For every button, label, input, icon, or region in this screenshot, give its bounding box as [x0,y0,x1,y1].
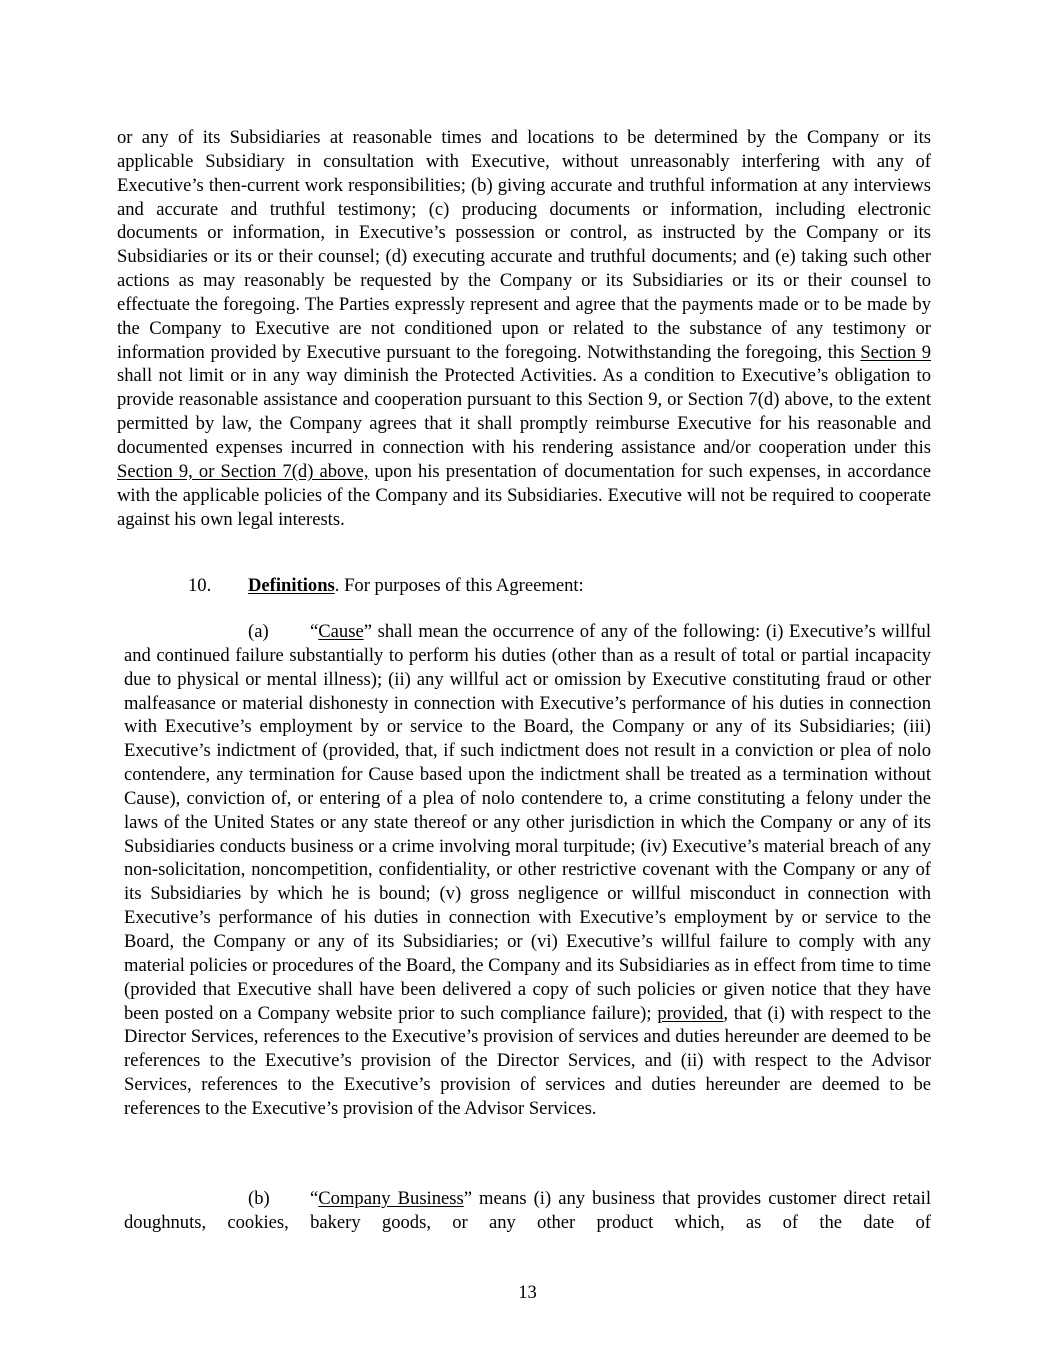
definition-company-business-paragraph [124,1187,931,1235]
text-segment: ” means (i) any business that provides customer direct retail doughnuts, cookies, bakery goods, or any other product which, as of the date of [124,1188,931,1233]
defined-term-cause: Cause [318,621,364,642]
definition-cause-paragraph [124,620,931,1121]
text-segment: or any of its Subsidiaries at reasonable times and locations to be determined by the Company or its applicable Subsidiary in consultation with Executive, without unreasonably interfering with any of Executive’s then-current work responsibilities; (b) giving accurate and truthful information at any interviews and accurate and truthful testimony; (c) producing documents or information, including electronic documents or information, in Executive’s possession or control, as instructed by the Company or its Subsidiaries or its or their counsel; (d) executing accurate and truthful documents; and (e) taking such other actions as may reasonably be requested by the Company or its Subsidiaries or its or their counsel to effectuate the foregoing. The Parties expressly represent and agree that the payments made or to be made by the Company to Executive are not conditioned upon or related to the substance of any testimony or information provided by Executive pursuant to the foregoing. Notwithstanding the foregoing, this [117,127,931,363]
section-title: Definitions [248,575,335,596]
section-number: 10. [188,575,212,596]
text-segment: shall not limit or in any way diminish the Protected Activities. As a condition to Executive’s obligation to provide reasonable assistance and cooperation pursuant to this Section 9, or Section 7(d) above, to the extent permitted by law, the Company agrees that it shall promptly reimburse Executive for his reasonable and documented expenses incurred in connection with his rendering assistance and/or cooperation under this [117,365,931,458]
section-9-reference: Section 9 [860,341,932,363]
defined-term-company-business: Company Business [318,1188,464,1209]
open-quote: “ [310,1188,319,1209]
text-segment: , that (i) with respect to the Director Services, references to the Executive’s provision of services and duties hereunder are deemed to be references to the Executive’s provision of the Director Services, and (ii) with respect to the Advisor Services, references to the Executive’s provision of services and duties hereunder are deemed to be references to the Executive’s provision of the Advisor Services. [124,1002,931,1119]
open-quote: “ [310,621,319,642]
text-segment: ” shall mean the occurrence of any of the following: (i) Executive’s willful and continued failure substantially to perform his duties (other than as a result of total or partial incapacity due to physical or mental illness); (ii) any willful act or omission by Executive constituting fraud or other malfeasance or material dishonesty in connection with Executive’s performance of his duties in connection with Executive’s employment by or service to the Board, the Company or any of its Subsidiaries; (iii) Executive’s indictment of (provided, that, if such indictment does not result in a conviction or plea of nolo contendere, any termination for Cause based upon the indictment shall be treated as a termination without Cause), conviction of, or entering of a plea of nolo contendere to, a crime constituting a felony under the laws of the United States or any state thereof or any other jurisdiction in which the Company or any of its Subsidiaries conducts business or a crime involving moral turpitude; (iv) Executive’s material breach of any non-solicitation, noncompetition, confidentiality, or other restrictive covenant with the Company or any of its Subsidiaries by which he is bound; (v) gross negligence or willful misconduct in connection with Executive’s performance of his duties in connection with Executive’s employment by or service to the Board, the Company or any of its Subsidiaries; or (vi) Executive’s willful failure to comply with any material policies or procedures of the Board, the Company and its Subsidiaries as in effect from time to time (provided that Executive shall have been delivered a copy of such policies or given notice that they have been posted on a Company website prior to such compliance failure); [124,621,931,1024]
text-segment: upon his presentation of documentation for such expenses, in accordance with the applicable policies of the Company and its Subsidiaries. Executive will not be required to cooperate against his own legal interests. [117,460,932,530]
page-number: 13 [518,1282,537,1303]
provided-term: provided [657,1002,724,1024]
section-intro: . For purposes of this Agreement: [334,575,584,596]
section-9-7d-reference: Section 9, or Section 7(d) above, [117,460,369,482]
section-9-continuation-paragraph [117,126,931,531]
clause-label: (b) [248,1188,270,1209]
section-10-heading [188,574,584,598]
clause-label: (a) [248,621,269,642]
